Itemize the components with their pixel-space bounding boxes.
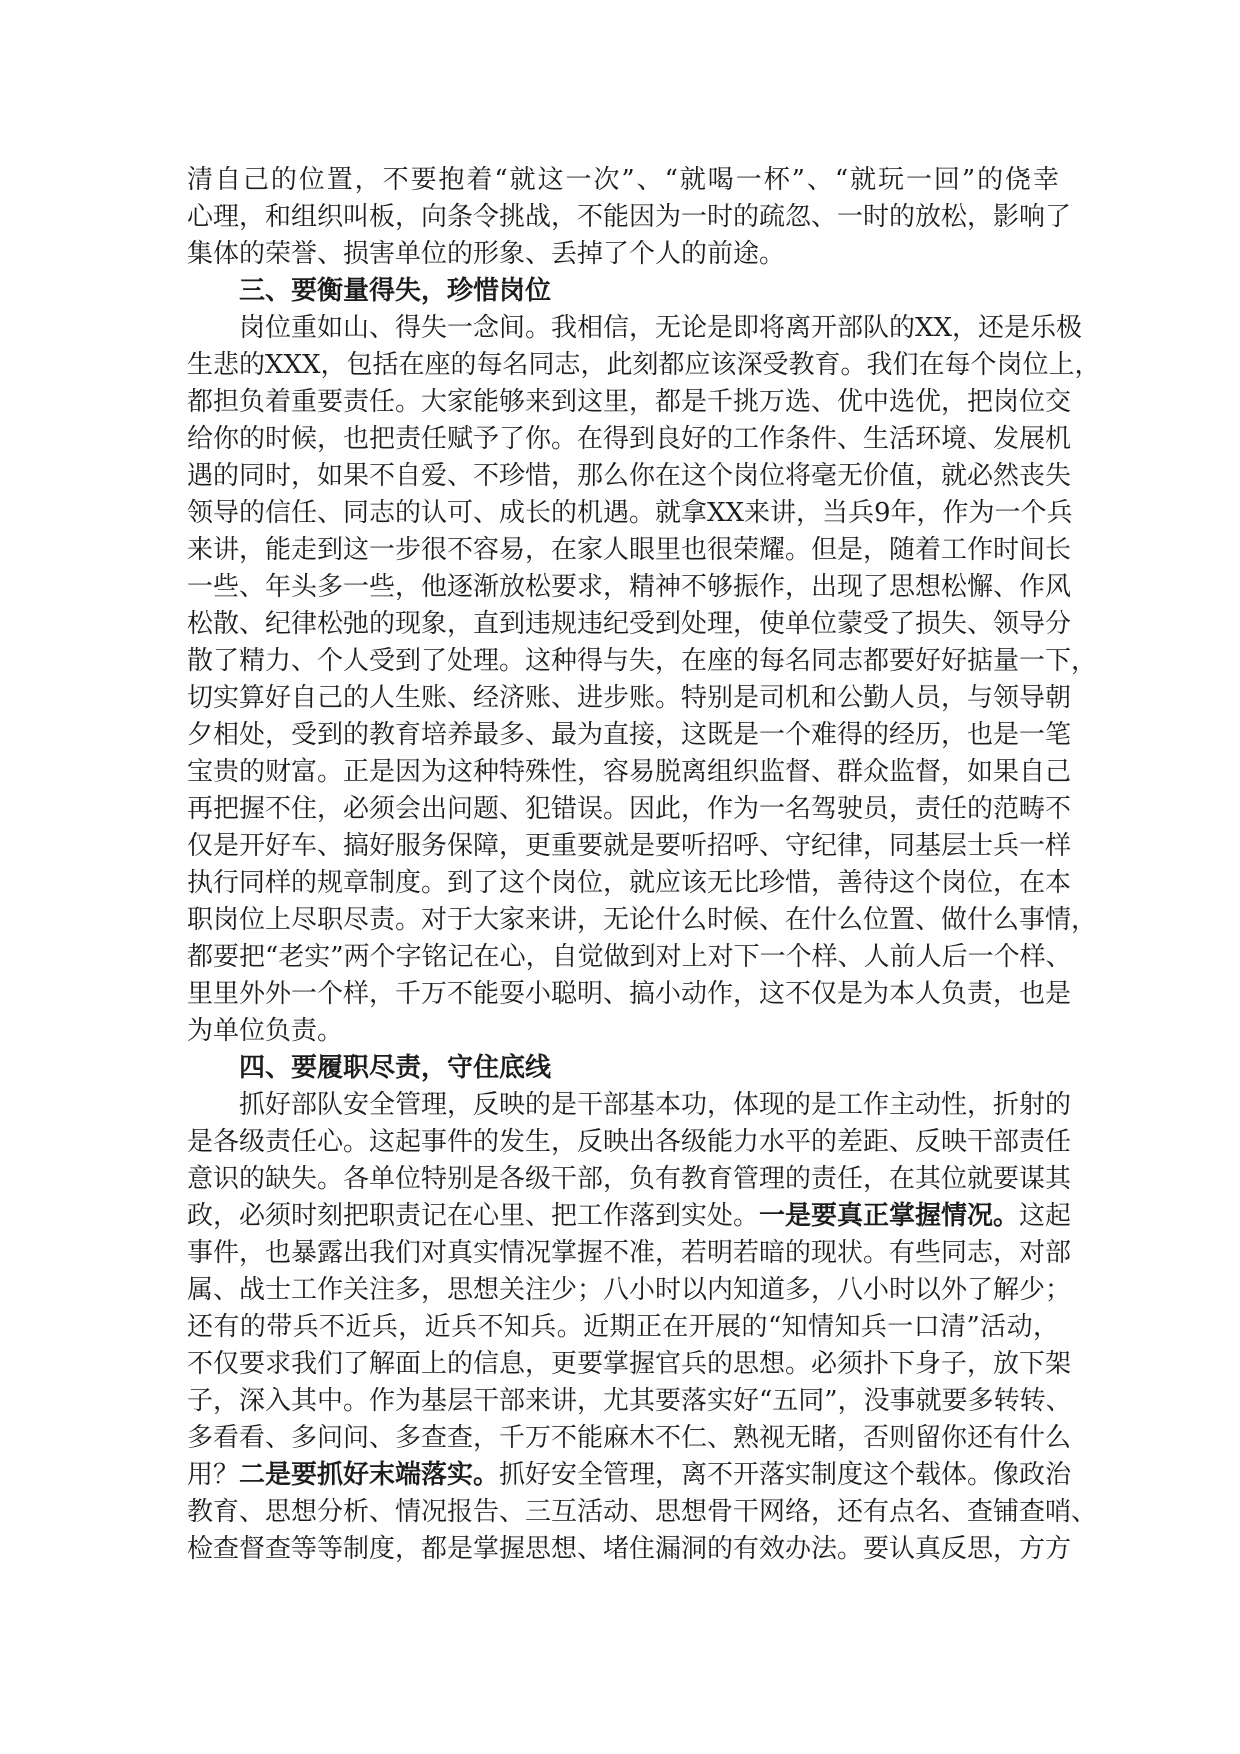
bold-emphasis: 一是要真正掌握情况。 xyxy=(759,1201,1020,1231)
section-heading: 四、要履职尽责，守住底线 xyxy=(239,1053,552,1083)
text-line: 还有的带兵不近兵，近兵不知兵。近期正在开展的“知情知兵一口清”活动， xyxy=(187,1312,1059,1342)
text-line: 教育、思想分析、情况报告、三互活动、思想骨干网络，还有点名、查铺查哨、 xyxy=(187,1497,1098,1527)
text-line: 属、战士工作关注多，思想关注少；八小时以内知道多，八小时以外了解少； xyxy=(187,1275,1072,1305)
text-line: 事件，也暴露出我们对真实情况掌握不准，若明若暗的现状。有些同志，对部 xyxy=(187,1238,1072,1268)
text-line xyxy=(187,1198,1072,1235)
text-line: 一些、年头多一些，他逐渐放松要求，精神不够振作，出现了思想松懈、作风 xyxy=(187,572,1072,602)
text-span: 这起 xyxy=(1019,1201,1072,1231)
text-line: 里里外外一个样，千万不能耍小聪明、搞小动作，这不仅是为本人负责，也是 xyxy=(187,979,1072,1009)
text-line: 清自己的位置，不要抱着“就这一次”、“就喝一杯”、“就玩一回”的侥幸 xyxy=(187,165,1059,195)
text-line: 意识的缺失。各单位特别是各级干部，负有教育管理的责任，在其位就要谋其 xyxy=(187,1164,1072,1194)
text-line: 多看看、多问问、多查查，千万不能麻木不仁、熟视无睹，否则留你还有什么 xyxy=(187,1423,1072,1453)
text-line: 仅是开好车、搞好服务保障，更重要就是要听招呼、守纪律，同基层士兵一样 xyxy=(187,831,1072,861)
text-line: 都担负着重要责任。大家能够来到这里，都是千挑万选、优中选优，把岗位交 xyxy=(187,387,1072,417)
text-line: 是各级责任心。这起事件的发生，反映出各级能力水平的差距、反映干部责任 xyxy=(187,1127,1072,1157)
text-line: 给你的时候，也把责任赋予了你。在得到良好的工作条件、生活环境、发展机 xyxy=(187,424,1072,454)
text-line: 再把握不住，必须会出问题、犯错误。因此，作为一名驾驶员，责任的范畴不 xyxy=(187,794,1072,824)
bold-emphasis: 二是要抓好末端落实。 xyxy=(239,1460,500,1490)
text-line: 松散、纪律松弛的现象，直到违规违纪受到处理，使单位蒙受了损失、领导分 xyxy=(187,609,1072,639)
text-line: 切实算好自己的人生账、经济账、进步账。特别是司机和公勤人员，与领导朝 xyxy=(187,683,1072,713)
document-body xyxy=(187,162,1101,1568)
text-line: 领导的信任、同志的认可、成长的机遇。就拿XX来讲，当兵9年，作为一个兵 xyxy=(187,498,1073,528)
text-line: 子，深入其中。作为基层干部来讲，尤其要落实好“五同”，没事就要多转转、 xyxy=(187,1386,1072,1416)
text-line: 集体的荣誉、损害单位的形象、丢掉了个人的前途。 xyxy=(187,239,786,269)
text-line: 职岗位上尽职尽责。对于大家来讲，无论什么时候、在什么位置、做什么事情， xyxy=(187,905,1098,935)
text-line: 都要把“老实”两个字铭记在心，自觉做到对上对下一个样、人前人后一个样、 xyxy=(187,942,1072,972)
section-heading: 三、要衡量得失，珍惜岗位 xyxy=(239,276,552,306)
text-span: 政，必须时刻把职责记在心里、把工作落到实处。 xyxy=(187,1201,760,1231)
text-line: 抓好部队安全管理，反映的是干部基本功，体现的是工作主动性，折射的 xyxy=(239,1090,1072,1120)
text-line: 执行同样的规章制度。到了这个岗位，就应该无比珍惜，善待这个岗位，在本 xyxy=(187,868,1072,898)
text-span: 用？ xyxy=(187,1460,240,1490)
text-line: 岗位重如山、得失一念间。我相信，无论是即将离开部队的XX，还是乐极 xyxy=(239,313,1083,343)
text-line: 散了精力、个人受到了处理。这种得与失，在座的每名同志都要好好掂量一下， xyxy=(187,646,1098,676)
text-line: 检查督查等等制度，都是掌握思想、堵住漏洞的有效办法。要认真反思，方方 xyxy=(187,1534,1072,1564)
text-span: 抓好安全管理，离不开落实制度这个载体。像政治 xyxy=(499,1460,1072,1490)
text-line xyxy=(187,1457,1072,1494)
text-line: 遇的同时，如果不自爱、不珍惜，那么你在这个岗位将毫无价值，就必然丧失 xyxy=(187,461,1072,491)
text-line: 生悲的XXX，包括在座的每名同志，此刻都应该深受教育。我们在每个岗位上， xyxy=(187,350,1101,380)
text-line: 为单位负责。 xyxy=(187,1016,344,1046)
text-line: 夕相处，受到的教育培养最多、最为直接，这既是一个难得的经历，也是一笔 xyxy=(187,720,1072,750)
text-line: 不仅要求我们了解面上的信息，更要掌握官兵的思想。必须扑下身子，放下架 xyxy=(187,1349,1072,1379)
text-line: 心理，和组织叫板，向条令挑战，不能因为一时的疏忽、一时的放松，影响了 xyxy=(187,202,1072,232)
text-line: 宝贵的财富。正是因为这种特殊性，容易脱离组织监督、群众监督，如果自己 xyxy=(187,757,1072,787)
text-line: 来讲，能走到这一步很不容易，在家人眼里也很荣耀。但是，随着工作时间长 xyxy=(187,535,1072,565)
